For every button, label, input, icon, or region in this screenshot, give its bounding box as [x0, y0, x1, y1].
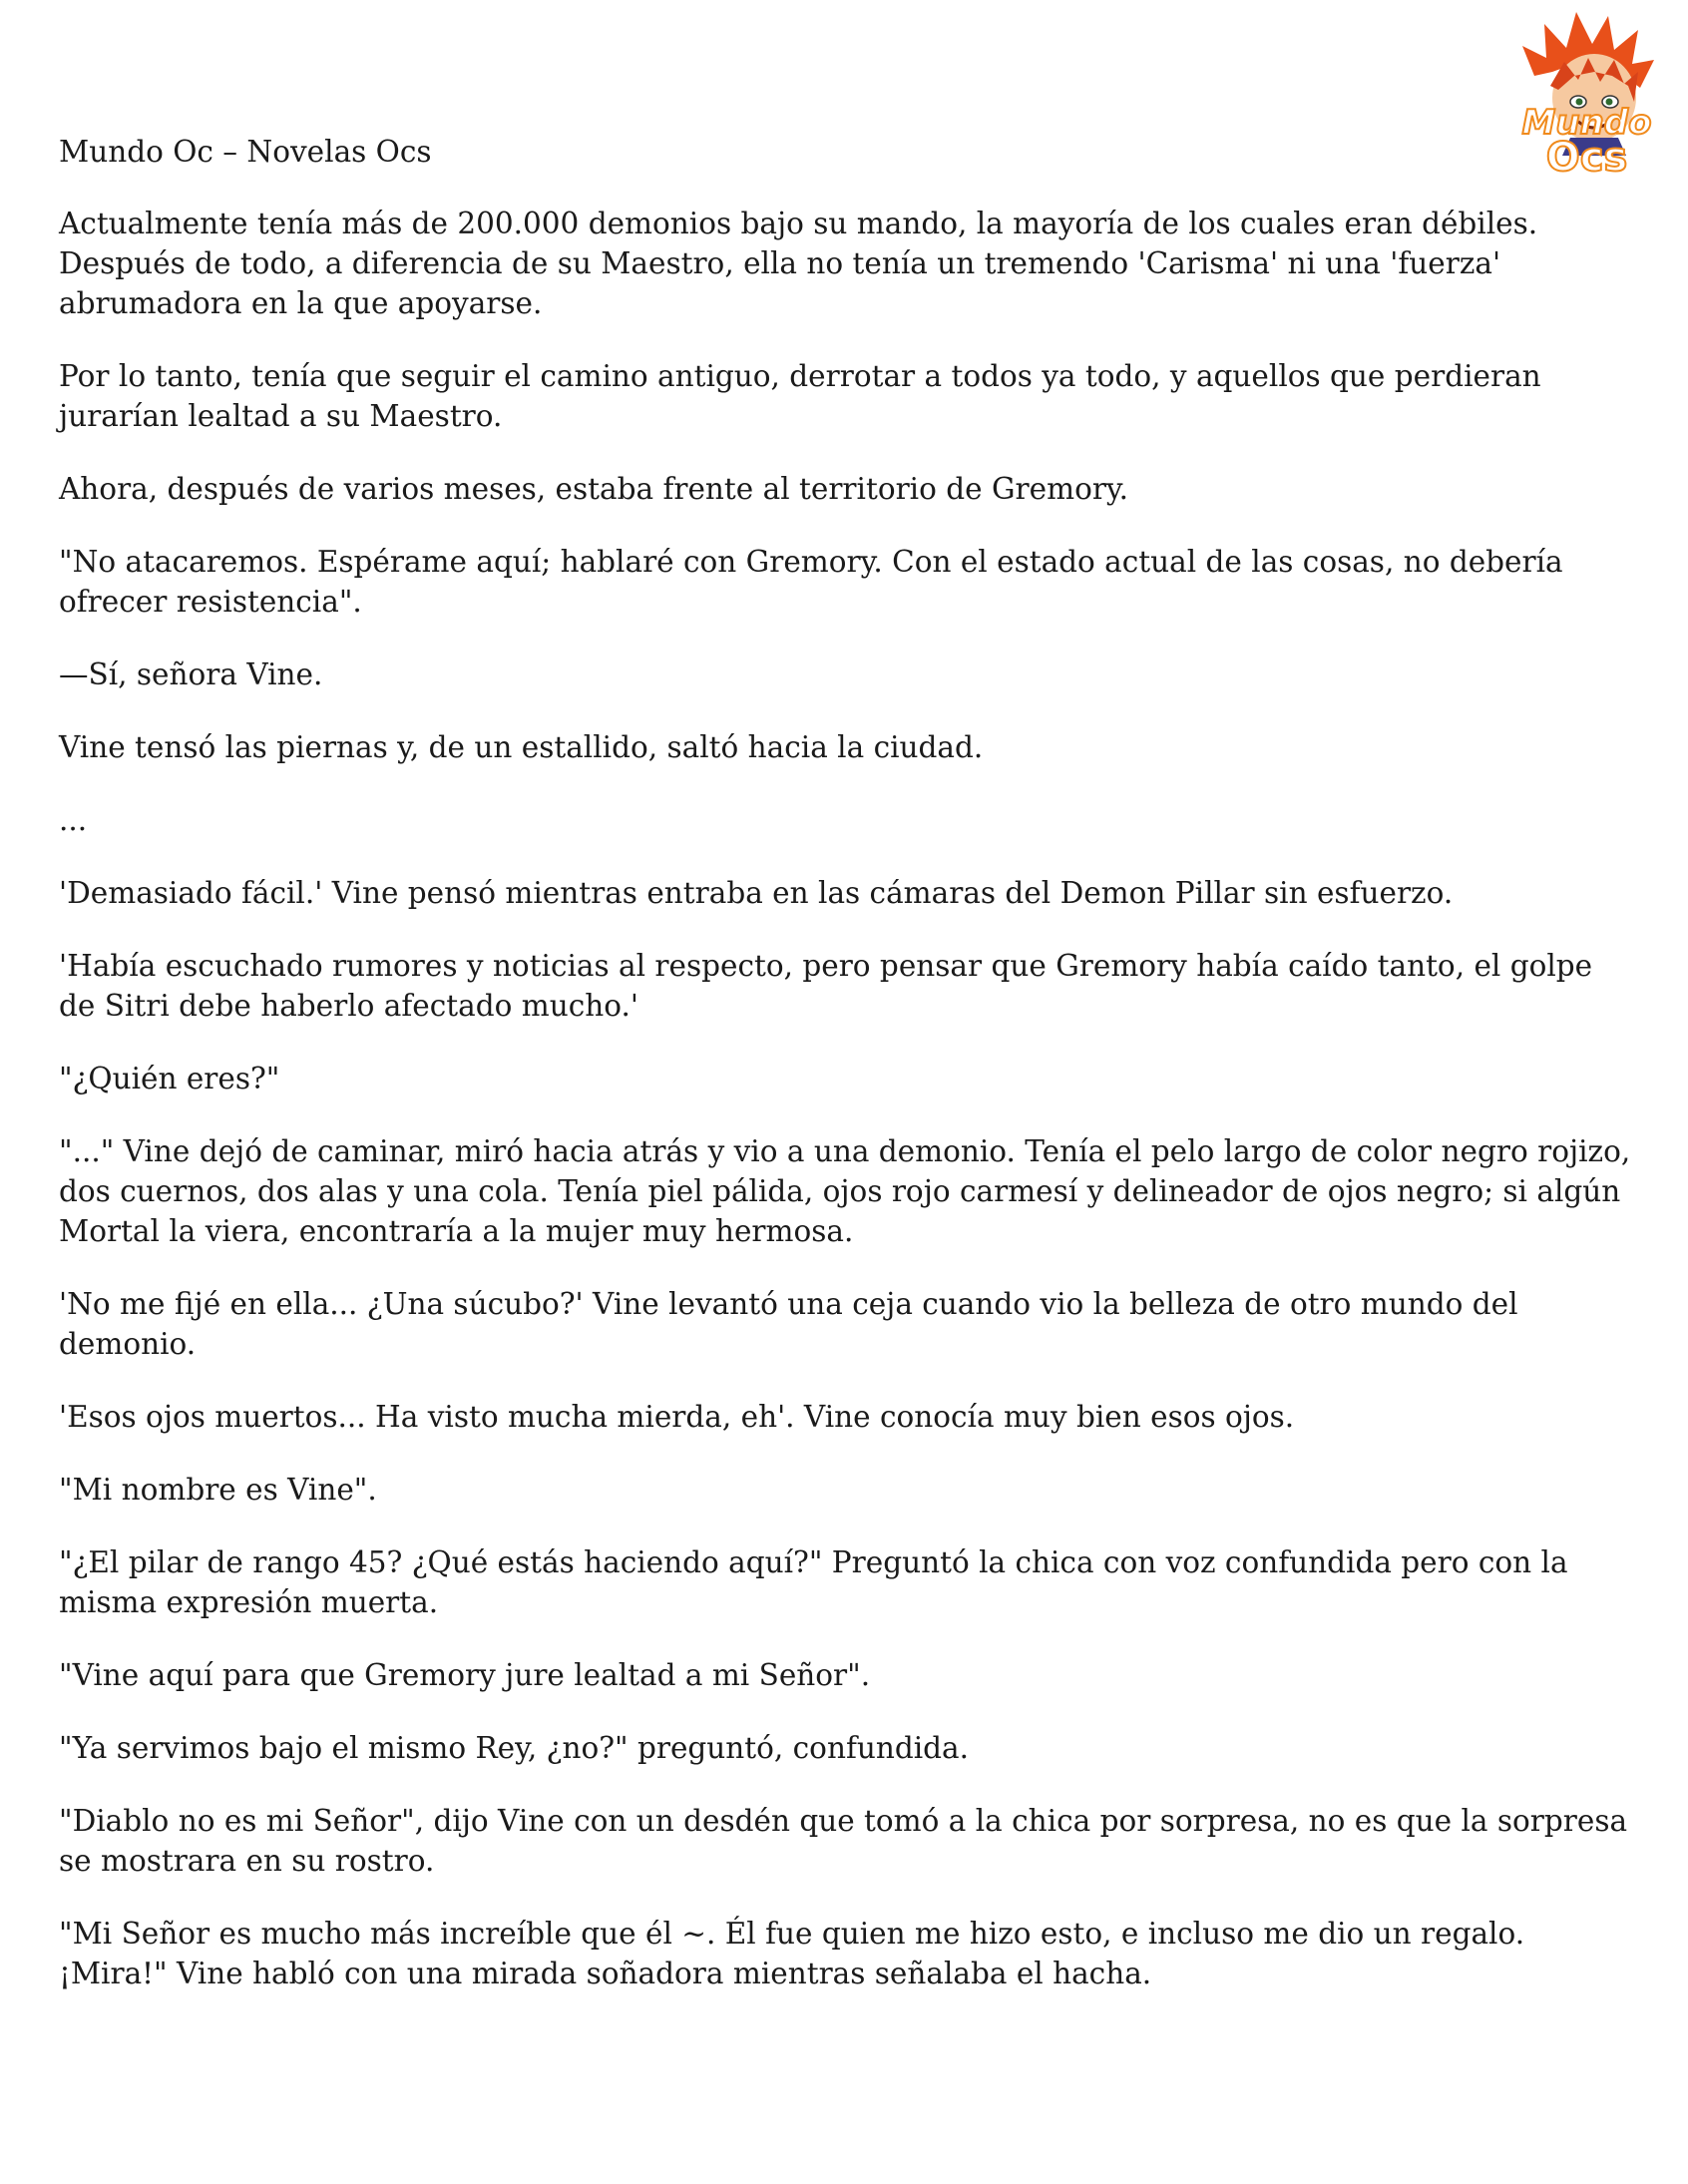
- paragraph: Vine tensó las piernas y, de un estallido, saltó hacia la ciudad.: [59, 730, 984, 764]
- document-body: [59, 132, 1635, 2026]
- paragraph: "Diablo no es mi Señor", dijo Vine con un desdén que tomó a la chica por sorpresa, no es que la sorpresa se mostrara en su rostro.: [59, 1804, 1628, 1878]
- paragraph: Ahora, después de varios meses, estaba frente al territorio de Gremory.: [59, 472, 1129, 506]
- logo-word-ocs: Ocs: [1545, 135, 1628, 181]
- paragraph: "No atacaremos. Espérame aquí; hablaré con Gremory. Con el estado actual de las cosas, no debería ofrecer resistencia".: [59, 545, 1563, 619]
- paragraph: "¿Quién eres?": [59, 1062, 280, 1095]
- paragraph: "..." Vine dejó de caminar, miró hacia atrás y vio a una demonio. Tenía el pelo largo de color negro rojizo, dos cuernos, dos alas y una cola. Tenía piel pálida, ojos rojo carmesí y delineador de ojos negro; si algún Mortal la viera, encontraría a la mujer muy hermosa.: [59, 1134, 1631, 1248]
- logo-word-mundo: Mundo: [1521, 103, 1652, 143]
- paragraph: Actualmente tenía más de 200.000 demonios bajo su mando, la mayoría de los cuales eran débiles. Después de todo, a diferencia de su Maestro, ella no tenía un tremendo 'Carisma' ni una 'fuerza' abrumadora en la que apoyarse.: [59, 207, 1538, 320]
- paragraph: —Sí, señora Vine.: [59, 657, 323, 691]
- paragraph: "Ya servimos bajo el mismo Rey, ¿no?" preguntó, confundida.: [59, 1731, 970, 1765]
- paragraph: 'No me fijé en ella... ¿Una súcubo?' Vine levantó una ceja cuando vio la belleza de otro mundo del demonio.: [59, 1287, 1518, 1361]
- paragraph: "Mi nombre es Vine".: [59, 1473, 377, 1507]
- paragraph: Por lo tanto, tenía que seguir el camino antiguo, derrotar a todos ya todo, y aquellos que perdieran jurarían lealtad a su Maestro.: [59, 359, 1541, 433]
- paragraph: "Mi Señor es mucho más increíble que él ~. Él fue quien me hizo esto, e incluso me dio un regalo. ¡Mira!" Vine habló con una mirada soñadora mientras señalaba el hacha.: [59, 1917, 1525, 1990]
- scene-break: ...: [59, 803, 88, 837]
- paragraph: 'Había escuchado rumores y noticias al respecto, pero pensar que Gremory había caído tanto, el golpe de Sitri debe haberlo afectado mucho.': [59, 949, 1593, 1023]
- paragraph: "¿El pilar de rango 45? ¿Qué estás haciendo aquí?" Preguntó la chica con voz confundida pero con la misma expresión muerta.: [59, 1545, 1568, 1619]
- paragraph: "Vine aquí para que Gremory jure lealtad a mi Señor".: [59, 1658, 871, 1692]
- paragraph: 'Demasiado fácil.' Vine pensó mientras entraba en las cámaras del Demon Pillar sin esfuerzo.: [59, 876, 1454, 910]
- page-header: Mundo Oc – Novelas Ocs: [59, 135, 432, 169]
- paragraph: 'Esos ojos muertos... Ha visto mucha mierda, eh'. Vine conocía muy bien esos ojos.: [59, 1400, 1295, 1434]
